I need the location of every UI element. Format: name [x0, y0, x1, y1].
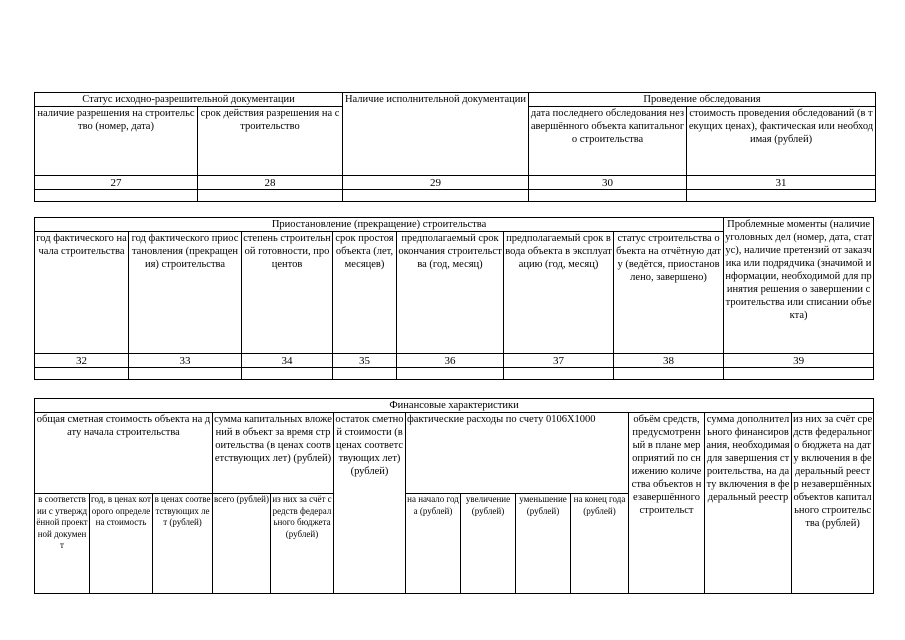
- subheader-end-year: на конец года (рублей): [571, 494, 629, 594]
- header-remaining: остаток сметной стоимости (в ценах соответствующих лет) (рублей): [334, 413, 406, 594]
- header-expected-commission: предполагаемый срок ввода объекта в эксплуатацию (год, месяц): [504, 232, 614, 354]
- empty-cell[interactable]: [35, 190, 198, 202]
- col-number: 37: [504, 354, 614, 368]
- header-exec-docs: Наличие исполнительной документации: [343, 93, 529, 176]
- col-number: 30: [529, 176, 687, 190]
- header-start-year: год фактического начала строительства: [35, 232, 129, 354]
- header-status-docs: Статус исходно-разрешительной документации: [35, 93, 343, 107]
- empty-cell[interactable]: [242, 368, 333, 380]
- subheader-increase: увеличение (рублей): [461, 494, 516, 594]
- header-federal: из них за счёт средств федерального бюджета на дату включения в федеральный реестр незавершённых объектов капитального строительства (рублей): [792, 413, 874, 594]
- col-number: 29: [343, 176, 529, 190]
- header-suspend-year: год фактического приостановления (прекращения) строительства: [129, 232, 242, 354]
- header-permit: наличие разрешения на строительство (номер, дата): [35, 107, 198, 176]
- header-financial: Финансовые характеристики: [35, 399, 874, 413]
- header-permit-term: срок действия разрешения на строительство: [198, 107, 343, 176]
- table-suspension: [34, 217, 874, 380]
- empty-cell[interactable]: [35, 368, 129, 380]
- subheader-begin-year: на начало года (рублей): [406, 494, 461, 594]
- header-survey-date: дата последнего обследования незавершённого объекта капитального строительства: [529, 107, 687, 176]
- subheader-approved: в соответствии с утверждённой проектной документ: [35, 494, 90, 594]
- empty-cell[interactable]: [504, 368, 614, 380]
- subheader-current-prices: в ценах соответствующих лет (рублей): [153, 494, 213, 594]
- header-additional: сумма дополнительного финансирования, необходимая для завершения строительства, на дату включения в федеральный реестр: [705, 413, 792, 594]
- header-expected-end: предполагаемый срок окончания строительства (год, месяц): [397, 232, 504, 354]
- col-number: 27: [35, 176, 198, 190]
- header-survey: Проведение обследования: [529, 93, 876, 107]
- header-suspension: Приостановление (прекращение) строительства: [35, 218, 724, 232]
- col-number: 28: [198, 176, 343, 190]
- empty-cell[interactable]: [687, 190, 876, 202]
- header-survey-cost: стоимость проведения обследований (в текущих ценах), фактическая или необходимая (рублей): [687, 107, 876, 176]
- header-total-cost: общая сметная стоимость объекта на дату начала строительства: [35, 413, 213, 494]
- subheader-year: год, в ценах которого определена стоимость: [90, 494, 153, 594]
- subheader-decrease: уменьшение (рублей): [516, 494, 571, 594]
- col-number: 33: [129, 354, 242, 368]
- col-number: 36: [397, 354, 504, 368]
- col-number: 39: [724, 354, 874, 368]
- empty-cell[interactable]: [614, 368, 724, 380]
- empty-cell[interactable]: [129, 368, 242, 380]
- subheader-capital-total: всего (рублей): [213, 494, 271, 594]
- empty-cell[interactable]: [198, 190, 343, 202]
- empty-cell[interactable]: [397, 368, 504, 380]
- table-documentation: [34, 92, 876, 202]
- empty-cell[interactable]: [343, 190, 529, 202]
- subheader-capital-federal: из них за счёт средств федерального бюджета (рублей): [271, 494, 334, 594]
- header-funds: объём средств, предусмотренный в плане мероприятий по снижению количества объектов незавершённого строительст: [629, 413, 705, 594]
- col-number: 32: [35, 354, 129, 368]
- empty-cell[interactable]: [724, 368, 874, 380]
- header-status: статус строительства объекта на отчётную дату (ведётся, приостановлено, завершено): [614, 232, 724, 354]
- col-number: 35: [333, 354, 397, 368]
- header-idle: срок простоя объекта (лет, месяцев): [333, 232, 397, 354]
- table-financial: [34, 398, 874, 594]
- col-number: 31: [687, 176, 876, 190]
- col-number: 34: [242, 354, 333, 368]
- header-problems: Проблемные моменты (наличие уголовных дел (номер, дата, статус), наличие претензий от заказчика или подрядчика (значимой информации, необходимой для принятия решения о завершении строительства или списании объекта): [724, 218, 874, 354]
- header-actual-expenses: фактические расходы по счету 0106Х1000: [406, 413, 629, 494]
- header-capital: сумма капитальных вложений в объект за время строительства (в ценах соответствующих лет) (рублей): [213, 413, 334, 494]
- empty-cell[interactable]: [529, 190, 687, 202]
- header-readiness: степень строительной готовности, процентов: [242, 232, 333, 354]
- empty-cell[interactable]: [333, 368, 397, 380]
- col-number: 38: [614, 354, 724, 368]
